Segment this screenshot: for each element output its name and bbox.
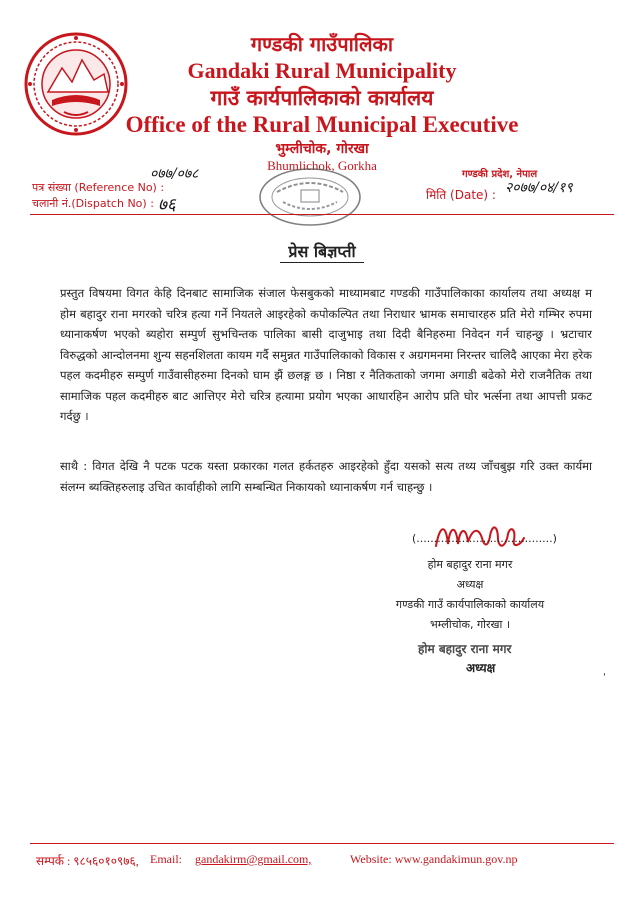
footer-divider — [30, 843, 614, 844]
signatory-name: होम बहादुर राना मगर — [427, 558, 513, 571]
notice-title: प्रेस बिज्ञप्ती — [288, 242, 356, 261]
header-divider — [30, 214, 614, 215]
footer-website-link[interactable]: Website: www.gandakimun.gov.np — [350, 852, 518, 866]
notice-title-underline — [280, 262, 364, 263]
signature-line: (.......................................) — [412, 532, 557, 545]
role-stamp: अध्यक्ष — [466, 661, 496, 675]
signatory-place: भम्लीचोक, गोरखा । — [430, 618, 510, 631]
footer-email-label: Email: — [150, 852, 182, 866]
signatory-role: अध्यक्ष — [456, 578, 484, 591]
signatory-office: गण्डकी गाउँ कार्यपालिकाको कार्यालय — [395, 598, 545, 611]
dispatch-number-label: चलानी नं.(Dispatch No) : — [32, 197, 154, 210]
dispatch-number-value: ७६ — [158, 195, 176, 215]
notice-paragraph-2: साथै : विगत देखि नै पटक पटक यस्ता प्रकारका गलत हर्कतहरु आइरहेको हुँदा यसको सत्य तथ्य जाँचबुझ गरि उक्त कार्यमा संलग्न ब्यक्तिहरुलाइ उचित कार्वाहीको लागि सम्बन्धित निकायको ध्यानाकर्षण गर्न चाहन्छु । — [60, 459, 592, 494]
office-name-english: Office of the Rural Municipal Executive — [125, 112, 519, 137]
office-stamp-seal — [257, 166, 363, 228]
footer-phone: सम्पर्क : ९८५६०१०९७६, — [36, 854, 139, 868]
stray-mark: ' — [603, 672, 606, 683]
date-value: २०७७/०४/१९ — [505, 180, 573, 196]
address-nepali: भुम्लीचोक, गोरखा — [275, 141, 369, 157]
municipality-name-english: Gandaki Rural Municipality — [187, 58, 457, 83]
name-stamp: होम बहादुर राना मगर — [418, 642, 512, 656]
reference-number-value: ०७७/०७८ — [150, 166, 199, 182]
notice-paragraph-1: प्रस्तुत विषयमा विगत केहि दिनबाट सामाजिक संजाल फेसबुकको माध्यामबाट गण्डकी गाउँपालिकाका कार्यालय तथा अध्यक्ष म होम बहादुर राना मगरको चरित्र हत्या गर्ने नियतले आइरहेको कपोकल्पित तथा निराधार भ्रामक समाचारहरु प्रति मेरो गम्भिर रुपमा ध्यानाकर्षण भएको ब्यहोरा सम्पुर्ण सुभचिन्तक पालिका बासी दाजुभाइ तथा दिदी बैनिहरुमा निवेदन गर्न चाहन्छु । भ्रटाचार विरुद्धको आन्दोलनमा शुन्य सहनशिलता कायम गर्दै समुन्नत गाउँपालिकाको विकास र अग्रगमनमा निरन्तर चालिदै आएका मेरा हरेक पहल कदमीहरु सम्पुर्ण गाउँवासीहरुमा दिनको घाम झैं छलङ्ग छ । निष्ठा र नैतिकताको जगमा अगाडी बढेको मेरो राजनैतिक तथा सामाजिक पहल कदमीहरु बाट आत्तिएर मेरो चरित्र हत्यामा प्रयोग भएका आधारहिन आरोप प्रति घोर भर्त्सना तथा आपत्ती प्रकट गर्दछु । — [60, 286, 592, 423]
municipality-name-nepali: गण्डकी गाउँपालिका — [250, 32, 394, 56]
province-stamp-text: गण्डकी प्रदेश, नेपाल — [462, 169, 538, 180]
date-label: मिति (Date) : — [426, 188, 496, 202]
office-name-nepali: गाउँ कार्यपालिकाको कार्यालय — [210, 86, 434, 110]
reference-number-label: पत्र संख्या (Reference No) : — [32, 181, 165, 194]
address-english: Bhumlichok, Gorkha — [267, 158, 377, 173]
footer-email-link[interactable]: gandakirm@gmail.com, — [195, 852, 312, 866]
